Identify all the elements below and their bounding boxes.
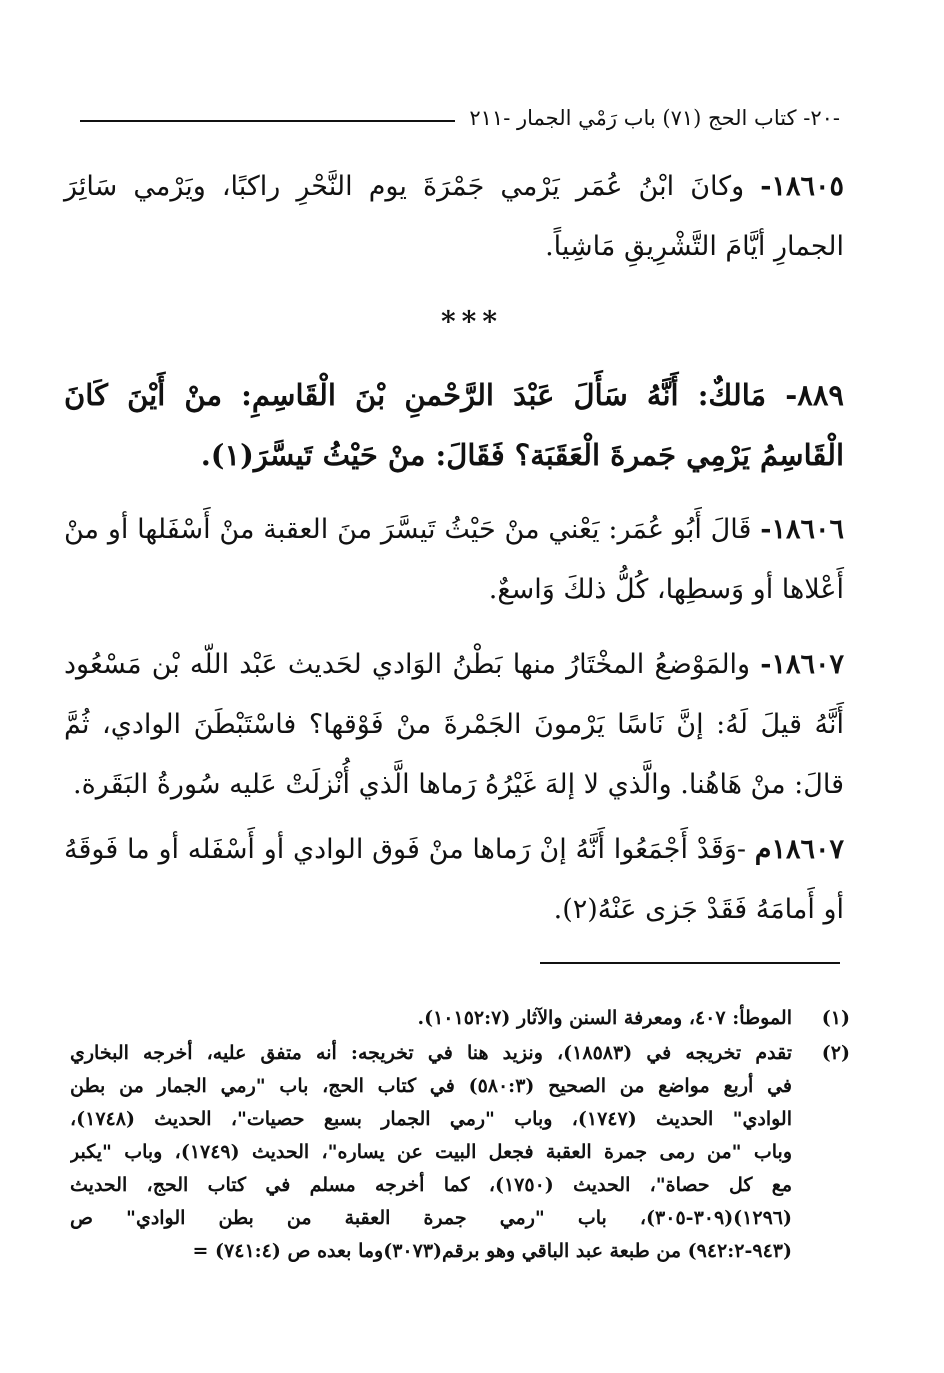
footnote-marker: (١) — [821, 1007, 850, 1029]
footnote-line: الوادي" الحديث (١٧٤٧)، وباب "رمي الجمار بسبع حصيات"، الحديث (١٧٤٨)، — [70, 1108, 792, 1130]
paragraph-number: ١٨٦٠٧- — [760, 649, 844, 680]
paragraph-text: مَالكٌ: أَنَّهُ سَأَلَ عَبْدَ الرَّحْمنِ بْنَ الْقَاسِمِ: منْ أَيْنَ كَانَ الْقَاسِمُ يَرْمِي جَمرةَ الْعَقَبَة؟ فَقَالَ: منْ حَيْثُ تَيسَّرَ(١). — [64, 378, 844, 472]
footnotes — [70, 1002, 850, 1270]
header-text: -٢٠- كتاب الحج (٧١) باب رَمْي الجمار -٢١١ — [469, 106, 840, 130]
paragraph-text: والمَوْضعُ المخْتَارُ منها بَطْنُ الوَادي لحَديث عَبْد اللّه بْن مَسْعُود أَنَّهُ قيلَ لَهُ: إنَّ نَاسًا يَرْمونَ الجَمْرةَ منْ فَوْقها؟ فاسْتَبْطَنَ الوادي، ثُمَّ قالَ: منْ هَاهُنا. والَّذي لا إلهَ غَيْرُهُ رَماها الَّذي أُنْزلَتْ عَليه سُورةُ البَقَرة. — [64, 649, 844, 800]
footnote-line: وباب "من رمى جمرة العقبة فجعل البيت عن يساره"، الحديث (١٧٤٩)، وباب "يكبر — [70, 1141, 792, 1163]
paragraph-18607 — [64, 635, 844, 815]
footnote-line: (٩٤٣-٩٤٢:٢) من طبعة عبد الباقي وهو برقم(٣٠٧٣)وما بعده ص (٧٤١:٤) = — [192, 1240, 792, 1262]
paragraph-text: -وَقَدْ أَجْمَعُوا أَنَّهُ إنْ رَماها منْ فَوق الوادي أو أَسْفَله أو ما فَوقَهُ أو أَمامَهُ فَقَدْ جَزى عَنْهُ(٢). — [64, 834, 844, 925]
paragraph-number: ١٨٦٠٦- — [760, 514, 844, 545]
paragraph-18605 — [64, 157, 844, 277]
paragraph-number: ١٨٦٠٥- — [760, 171, 844, 202]
footnote-2 — [70, 1037, 850, 1268]
footnote-marker: (٢) — [821, 1042, 850, 1064]
paragraph-18607m — [64, 820, 844, 940]
footnote-line: تقدم تخريجه في (١٨٥٨٣)، ونزيد هنا في تخريجه: أنه متفق عليه، أخرجه البخاري — [70, 1042, 792, 1064]
paragraph-number: ١٨٦٠٧م — [754, 834, 844, 865]
footnote-line: (١٢٩٦)(٣٠٩-٣٠٥)، باب "رمي جمرة العقبة من بطن الوادي" ص — [70, 1207, 792, 1229]
paragraph-889 — [64, 365, 844, 485]
footnote-line: مع كل حصاة"، الحديث (١٧٥٠)، كما أخرجه مسلم في كتاب الحج، الحديث — [70, 1174, 792, 1196]
paragraph-text: قَالَ أَبُو عُمَر: يَعْني منْ حَيْثُ تَيسَّرَ منَ العقبة منْ أَسْفَلها أو منْ أَعْلاها أو وَسطِها، كُلُّ ذلكَ وَاسعٌ. — [64, 514, 844, 605]
footnote-separator — [540, 962, 840, 964]
footnote-line: في أربع مواضع من الصحيح (٥٨٠:٣) في كتاب الحج، باب "رمي الجمار من بطن — [70, 1075, 792, 1097]
footnote-1 — [70, 1002, 850, 1035]
paragraph-number: ٨٨٩- — [785, 378, 844, 412]
paragraph-text: وكانَ ابْنُ عُمَر يَرْمي جَمْرَةَ يوم النَّحْرِ راكبًا، ويَرْمي سَائِرَ الجمارِ أيَّامَ التَّشْرِيقِ مَاشِياً. — [64, 171, 844, 262]
running-header — [80, 98, 840, 138]
header-rule — [80, 120, 455, 122]
section-divider-stars: *** — [441, 305, 503, 338]
footnote-line: الموطأ: ٤٠٧، ومعرفة السنن والآثار (١٠١٥٢:٧). — [417, 1007, 792, 1029]
paragraph-18606 — [64, 500, 844, 620]
